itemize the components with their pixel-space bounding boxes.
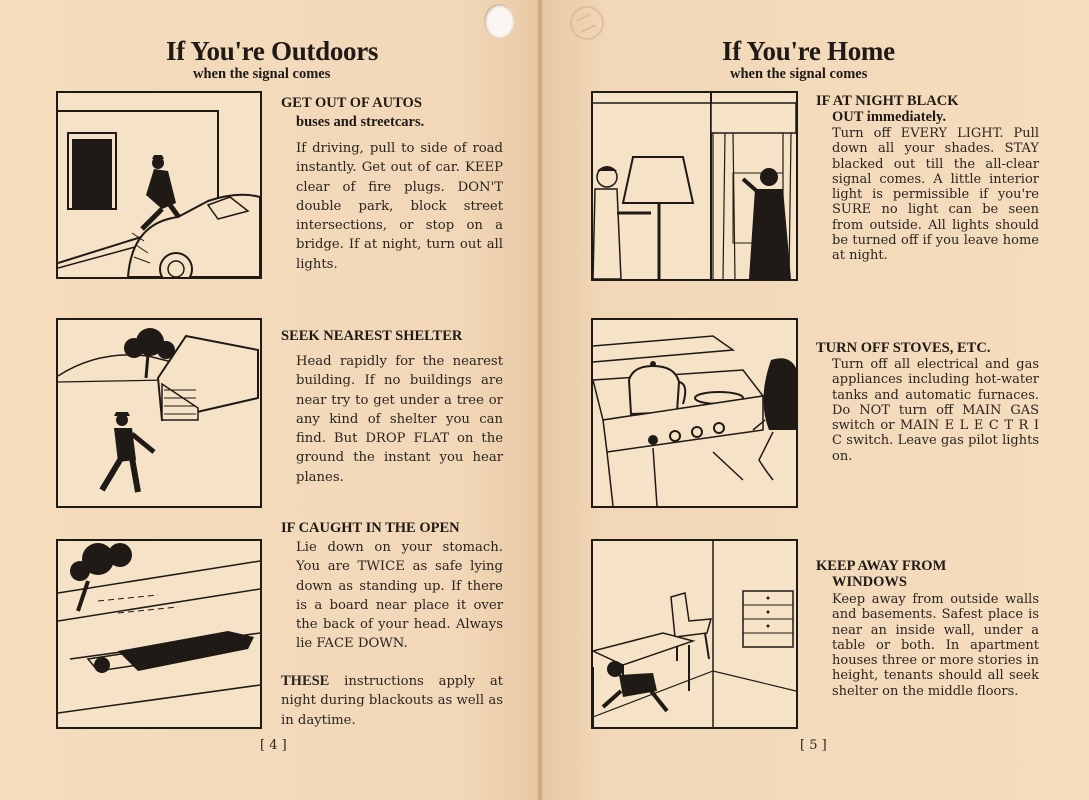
note-lead-word: THESE [281, 673, 330, 689]
left-page-title: If You're Outdoors [166, 36, 379, 66]
illustration-seek-shelter [56, 318, 262, 508]
note-text: instructions apply at night during blackouts as well as in daytime. [281, 674, 503, 728]
illustration-lie-face-down [56, 539, 262, 729]
right-page-subtitle: when the signal comes [730, 66, 868, 82]
section-body-shelter: Head rapidly for the nearest building. If no buildings are near try to get under a tree or any kind of shelter you can find. But DROP FLAT on the ground the instant you hear planes. [296, 354, 503, 485]
section-body-open: Lie down on your stomach. You are TWICE as safe lying down as standing up. If there is a board near place it over the back of your head. Always lie FACE DOWN. [296, 540, 503, 652]
library-stamp-icon [570, 6, 604, 40]
left-page-number: [ 4 ] [260, 738, 287, 753]
left-page-subtitle: when the signal comes [193, 66, 331, 82]
section-body-blackout: Turn off EVERY LIGHT. Pull down all your shades. STAY blacked out till the all-clear signal comes. A little interior light is permissible if you're SURE no light can be seen from outside. All lights should be turned off if you leave home at night. [832, 126, 1039, 264]
binding-hole [484, 4, 514, 38]
illustration-under-table [591, 539, 798, 729]
section-subheading-autos: buses and streetcars. [296, 114, 425, 130]
section-body-windows: Keep away from outside walls and basements. Safest place is near an inside wall, under a table or both. In apartment houses three or more stories in height, tenants should all seek shelter on the middle floors. [832, 592, 1039, 699]
section-subheading-blackout: OUT immediately. [832, 109, 947, 125]
section-body-stoves: Turn off all electrical and gas appliances including hot-water tanks and automatic furnaces. Do NOT turn off MAIN GAS switch or MAIN E L E C T R I C switch. Leave gas pilot lights on. [832, 357, 1039, 464]
section-heading-open: IF CAUGHT IN THE OPEN [281, 520, 460, 536]
section-heading-stoves: TURN OFF STOVES, ETC. [816, 340, 991, 356]
section-heading-windows: KEEP AWAY FROM [816, 558, 947, 574]
right-page-title: If You're Home [722, 36, 895, 66]
section-heading-autos: GET OUT OF AUTOS [281, 95, 422, 111]
section-heading-shelter: SEEK NEAREST SHELTER [281, 328, 463, 344]
illustration-blackout [591, 91, 798, 281]
section-body-autos: If driving, pull to side of road instantly. Get out of car. KEEP clear of fire plugs. DON'T double park, block street intersections, or stop on a bridge. If at night, turn out all lights. [296, 141, 503, 272]
illustration-car-exit [56, 91, 262, 279]
section-heading-blackout: IF AT NIGHT BLACK [816, 93, 959, 109]
section-note-open [281, 672, 503, 730]
book-gutter [537, 0, 543, 800]
illustration-stove [591, 318, 798, 508]
right-page-number: [ 5 ] [800, 738, 827, 753]
section-subheading-windows: WINDOWS [832, 574, 907, 590]
